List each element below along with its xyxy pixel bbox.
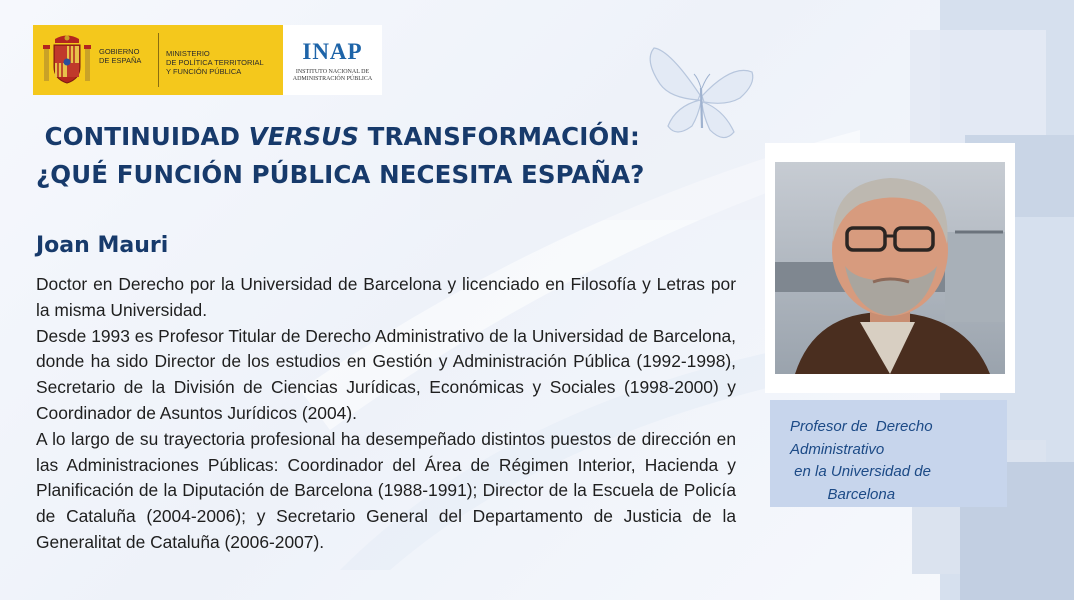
bio-paragraph: A lo largo de su trayectoria profesional ha desempeñado distintos puestos de dirección en las Administraciones Públicas: Coordinador del Área de Régimen Interior, Hacienda y Planificación de la Diputación de Barcelona (1988-1991); Director de la Escuela de Policía de Cataluña (2004-2006); y Secretario General del Departamento de Justicia de la Generalitat de Cataluña (2006-2007). <box>36 428 736 552</box>
ministry-label: MINISTERIO DE POLÍTICA TERRITORIAL Y FUNCIÓN PÚBLICA <box>166 49 264 76</box>
header-logos <box>33 25 382 95</box>
page-title <box>36 118 756 194</box>
speaker-caption: Profesor de Derecho Administrativo en la Universidad de Barcelona <box>790 418 933 503</box>
title-line-1: CONTINUIDAD VERSUS TRANSFORMACIÓN: <box>44 122 640 151</box>
speaker-bio <box>36 272 736 556</box>
speaker-caption-box <box>770 400 1007 507</box>
speaker-photo-frame <box>765 143 1015 393</box>
bio-paragraph: Desde 1993 es Profesor Titular de Derecho Administrativo de la Universidad de Barcelona, donde ha sido Director de los estudios en Gestión y Administración Pública (1992-1998), Secretario de la División de Ciencias Jurídicas, Económicas y Sociales (1998-2000) y Coordinador de Asuntos Jurídicos (2004). <box>36 325 736 423</box>
title-line-2: ¿QUÉ FUNCIÓN PÚBLICA NECESITA ESPAÑA? <box>36 160 645 189</box>
inap-title: INAP <box>302 39 363 64</box>
speaker-name: Joan Mauri <box>36 233 169 258</box>
inap-subtitle: INSTITUTO NACIONAL DE ADMINISTRACIÓN PÚBLICA <box>292 69 373 82</box>
speaker-photo <box>775 162 1005 374</box>
inap-logo <box>283 25 382 95</box>
government-label: GOBIERNO DE ESPAÑA <box>99 47 142 65</box>
logo-divider <box>158 33 159 87</box>
bio-paragraph: Doctor en Derecho por la Universidad de Barcelona y licenciado en Filosofía y Letras por la misma Universidad. <box>36 274 736 320</box>
government-logo <box>33 25 283 95</box>
coat-of-arms-icon <box>41 33 93 87</box>
